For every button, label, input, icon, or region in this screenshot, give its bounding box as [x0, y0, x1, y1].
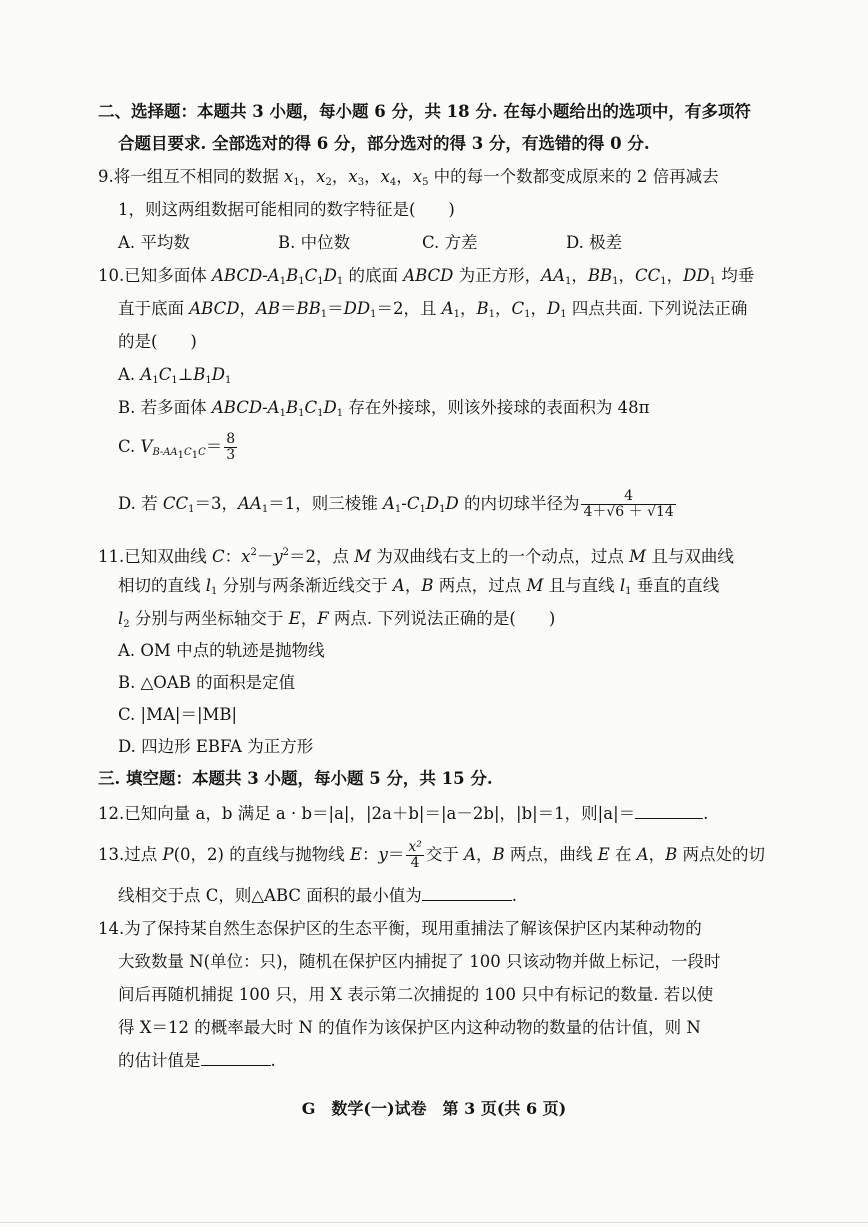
fraction: $\frac{\text{x²}}{4}$: [408, 839, 422, 871]
question-12: 12.已知向量 a，b 满足 a · b＝|a|，|2a＋b|＝|a－2b|，|b|＝1，则|a|＝ .: [98, 804, 709, 823]
question-14-line5: 的估计值是 .: [118, 1051, 276, 1070]
q9-option-d: D. 极差: [566, 233, 623, 252]
q9-option-b: B. 中位数: [278, 233, 351, 252]
question-number: 9.: [98, 167, 114, 186]
fraction: $\frac{8}{3}$: [226, 431, 236, 463]
question-13-line2: 线相交于点 C，则△ABC 面积的最小值为 .: [118, 886, 518, 905]
question-14: 14.为了保持某自然生态保护区的生态平衡，现用重捕法了解该保护区内某种动物的: [98, 919, 702, 938]
answer-blank[interactable]: [422, 886, 512, 901]
question-11-line3: $l_2$ 分别与两坐标轴交于 E，F 两点. 下列说法正确的是( ): [118, 609, 556, 630]
question-10-line3: 的是( ): [118, 332, 197, 351]
answer-blank[interactable]: [201, 1051, 271, 1066]
question-10: 10.已知多面体 ABCD-$A_1B_1C_1D_1$ 的底面 ABCD 为正方形，$AA_1$，$BB_1$，$CC_1$，$DD_1$ 均垂: [98, 266, 755, 287]
q10-option-a: A. $A_1C_1\perp B_1D_1$: [118, 365, 232, 386]
question-9: 9.将一组互不相同的数据 $x_1$，$x_2$，$x_3$，$x_4$，$x_5$ 中的每一个数都变成原来的 2 倍再减去: [98, 167, 719, 188]
answer-blank[interactable]: [635, 804, 703, 819]
q10-option-d: D. 若 $CC_1=3$，$AA_1=1$，则三棱锥 $A_1-C_1D_1D$ 的内切球半径为 $\frac{4}{4+√6 + √14}$: [118, 488, 674, 520]
question-13: 13.过点 P(0，2) 的直线与抛物线 E：y＝ $\frac{\text{x²}}{4}$ 交于 A，B 两点，曲线 E 在 A，B 两点处的切: [98, 839, 766, 871]
bottom-edge: [0, 1222, 868, 1223]
page-footer: G 数学(一)试卷 第 3 页(共 6 页): [301, 1099, 567, 1118]
q10-option-b: B. 若多面体 ABCD-$A_1B_1C_1D_1$ 存在外接球，则该外接球的表面积为 48π: [118, 398, 650, 419]
question-9-cont: 1，则这两组数据可能相同的数字特征是( ): [118, 200, 455, 219]
question-14-line3: 间后再随机捕捉 100 只，用 X 表示第二次捕捉的 100 只中有标记的数量. 若以使: [118, 985, 714, 1004]
q9-option-a: A. 平均数: [118, 233, 190, 252]
section-heading: 二、选择题：本题共 3 小题，每小题 6 分，共 18 分. 在每小题给出的选项中，有多项符: [98, 102, 751, 121]
question-11-line2: 相切的直线 $l_1$ 分别与两条渐近线交于 A，B 两点，过点 M 且与直线 $l_1$ 垂直的直线: [118, 576, 720, 597]
q11-option-a: A. OM 中点的轨迹是抛物线: [118, 641, 325, 660]
q11-option-b: B. △OAB 的面积是定值: [118, 673, 296, 692]
section-heading-cont: 合题目要求. 全部选对的得 6 分，部分选对的得 3 分，有选错的得 0 分.: [118, 134, 650, 153]
question-11: 11.已知双曲线 C：$x^2-y^2=2$，点 M 为双曲线右支上的一个动点，过点 M 且与双曲线: [98, 547, 734, 566]
question-14-line2: 大致数量 N(单位：只)，随机在保护区内捕捉了 100 只该动物并做上标记，一段时: [118, 952, 721, 971]
q9-option-c: C. 方差: [422, 233, 478, 252]
q11-option-d: D. 四边形 EBFA 为正方形: [118, 737, 314, 756]
fraction: $\frac{4}{4+√6 + √14}$: [583, 488, 674, 520]
section-heading-3: 三. 填空题：本题共 3 小题，每小题 5 分，共 15 分.: [98, 769, 493, 788]
q11-option-c: C. |MA|＝|MB|: [118, 705, 238, 724]
q10-option-c: C. $V_{B-AA_1C_1C}=$ $\frac{8}{3}$: [118, 431, 236, 463]
question-10-line2: 直于底面 ABCD，$AB=BB_1=DD_1=2$，且 $A_1$，$B_1$，$C_1$，$D_1$ 四点共面. 下列说法正确: [118, 299, 748, 320]
question-14-line4: 得 X＝12 的概率最大时 N 的值作为该保护区内这种动物的数量的估计值，则 N: [118, 1018, 701, 1037]
